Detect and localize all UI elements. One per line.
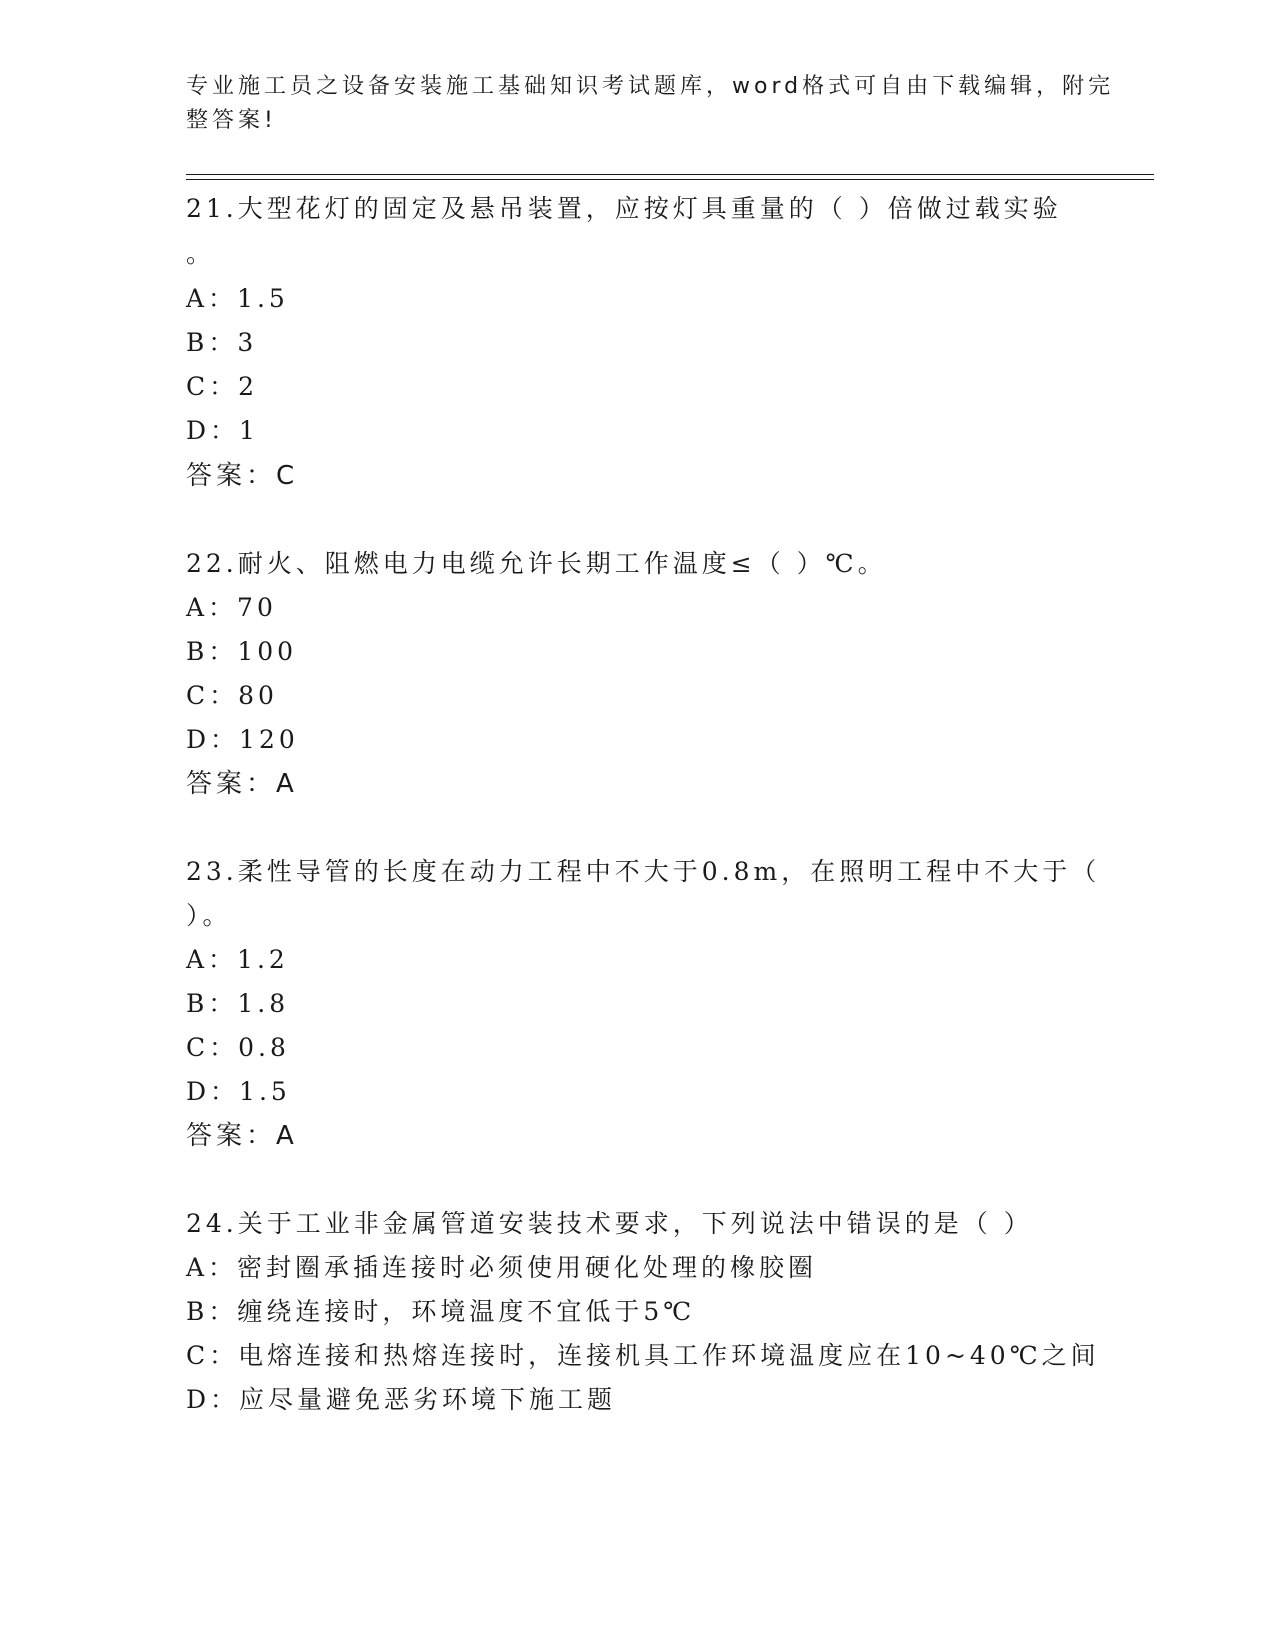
question-23-option-d: D：1.5 (186, 1077, 291, 1106)
question-23-option-c: C：0.8 (186, 1033, 290, 1062)
question-24-option-b: B：缠绕连接时，环境温度不宜低于5℃ (186, 1297, 696, 1326)
question-21-option-d: D：1 (186, 416, 259, 445)
question-21-stem-cont: 。 (186, 239, 216, 268)
question-23-stem: 23.柔性导管的长度在动力工程中不大于0.8m，在照明工程中不大于（ (186, 857, 1101, 886)
header-text-line-2: 整答案! (186, 108, 277, 133)
header-text-line-1: 专业施工员之设备安装施工基础知识考试题库，word格式可自由下载编辑，附完 (186, 74, 1115, 99)
question-23-option-b: B：1.8 (186, 989, 290, 1018)
question-23-answer: 答案：A (186, 1121, 298, 1151)
question-22-answer: 答案：A (186, 769, 298, 799)
question-21-option-b: B：3 (186, 328, 258, 357)
question-24-stem: 24.关于工业非金属管道安装技术要求，下列说法中错误的是（ ） (186, 1209, 1033, 1238)
question-21-stem: 21.大型花灯的固定及悬吊装置，应按灯具重量的（ ）倍做过载实验 (186, 194, 1062, 223)
header-rule-top (186, 174, 1154, 175)
header-rule-bottom (186, 179, 1154, 180)
question-22-option-a: A：70 (186, 593, 277, 622)
question-24-option-d: D：应尽量避免恶劣环境下施工题 (186, 1385, 617, 1414)
question-22-stem: 22.耐火、阻燃电力电缆允许长期工作温度≤（ ）℃。 (186, 549, 887, 578)
question-24-option-a: A：密封圈承插连接时必须使用硬化处理的橡胶圈 (186, 1253, 818, 1282)
question-23-stem-cont: ）。 (186, 901, 232, 930)
question-22-option-b: B：100 (186, 637, 298, 666)
question-21-option-a: A：1.5 (186, 284, 289, 313)
question-23-option-a: A：1.2 (186, 945, 289, 974)
question-22-option-d: D：120 (186, 725, 299, 754)
question-22-option-c: C：80 (186, 681, 278, 710)
question-24-option-c: C：电熔连接和热熔连接时，连接机具工作环境温度应在10~40℃之间 (186, 1341, 1100, 1370)
question-21-answer: 答案：C (186, 461, 299, 491)
question-21-option-c: C：2 (186, 372, 259, 401)
